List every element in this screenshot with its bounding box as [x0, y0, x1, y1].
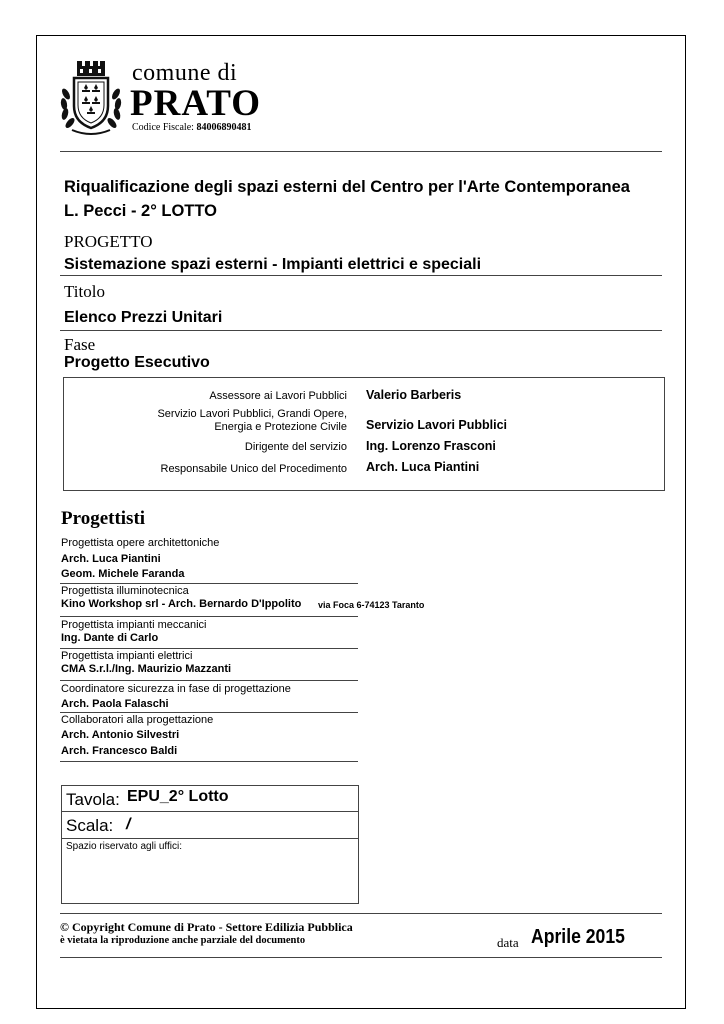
fase-value: Progetto Esecutivo — [64, 354, 210, 371]
reproduction-notice: è vietata la riproduzione anche parziale del documento — [60, 935, 306, 946]
group-role: Progettista impianti elettrici — [61, 650, 193, 662]
group-role: Progettista illuminotecnica — [61, 585, 189, 597]
codice-fiscale — [132, 122, 251, 133]
group-name: Ing. Dante di Carlo — [61, 632, 159, 644]
project-title-line1: Riqualificazione degli spazi esterni del Centro per l'Arte Contemporanea — [64, 178, 630, 196]
codice-fiscale-value: 84006890481 — [196, 122, 252, 133]
tavola-label: Tavola: — [66, 790, 120, 809]
rup-value: Arch. Luca Piantini — [366, 460, 480, 474]
tavola-box — [61, 785, 359, 904]
group-role: Coordinatore sicurezza in fase di progettazione — [61, 683, 291, 695]
tavola-value: EPU_2° Lotto — [127, 788, 229, 805]
group-name: CMA S.r.l./Ing. Maurizio Mazzanti — [61, 663, 232, 675]
group-name: Arch. Francesco Baldi — [61, 745, 178, 757]
servizio-value: Servizio Lavori Pubblici — [366, 418, 508, 432]
group-divider — [60, 583, 358, 584]
group-name: Arch. Luca Piantini — [61, 553, 161, 565]
prato-coat-of-arms-icon — [58, 60, 124, 138]
dirigente-label: Dirigente del servizio — [244, 441, 347, 453]
rup-label: Responsabile Unico del Procedimento — [160, 463, 347, 475]
dirigente-value: Ing. Lorenzo Frasconi — [366, 439, 496, 453]
group-name: Kino Workshop srl - Arch. Bernardo D'Ippolito — [61, 598, 302, 610]
footer-top-divider — [60, 913, 662, 914]
project-title-line2: L. Pecci - 2° LOTTO — [64, 202, 217, 220]
progettisti-heading: Progettisti — [61, 508, 146, 529]
date-value: Aprile 2015 — [531, 926, 625, 948]
group-role: Collaboratori alla progettazione — [61, 714, 214, 726]
scala-value: / — [126, 816, 131, 833]
tavola-row — [62, 786, 358, 812]
group-role: Progettista impianti meccanici — [61, 619, 207, 631]
group-name: Arch. Antonio Silvestri — [61, 729, 180, 741]
scala-label: Scala: — [66, 816, 114, 835]
group-name: Arch. Paola Falaschi — [61, 698, 169, 710]
servizio-label-line2: Energia e Protezione Civile — [214, 421, 347, 433]
titolo-value: Elenco Prezzi Unitari — [64, 309, 223, 326]
comune-label: comune di — [132, 60, 238, 86]
group-divider — [60, 712, 358, 713]
uffici-label: Spazio riservato agli uffici: — [66, 841, 182, 852]
assessore-value: Valerio Barberis — [366, 388, 462, 402]
header-divider — [60, 151, 662, 152]
group-name: Geom. Michele Faranda — [61, 568, 185, 580]
titolo-divider — [60, 330, 662, 331]
group-divider — [60, 616, 358, 617]
group-address: via Foca 6-74123 Taranto — [318, 600, 425, 610]
progetto-value: Sistemazione spazi esterni - Impianti elettrici e speciali — [64, 256, 482, 273]
assessore-label: Assessore ai Lavori Pubblici — [209, 390, 347, 402]
date-label: data — [497, 935, 519, 950]
group-divider — [60, 648, 358, 649]
group-role: Progettista opere architettoniche — [61, 537, 220, 549]
fase-label: Fase — [64, 335, 96, 354]
servizio-label-line1: Servizio Lavori Pubblici, Grandi Opere, — [157, 408, 347, 420]
scala-row — [62, 811, 358, 839]
codice-fiscale-label: Codice Fiscale: — [132, 122, 194, 133]
group-divider — [60, 761, 358, 762]
progetto-divider — [60, 275, 662, 276]
titolo-label: Titolo — [64, 282, 105, 301]
group-divider — [60, 680, 358, 681]
copyright-text: © Copyright Comune di Prato - Settore Edilizia Pubblica — [60, 920, 353, 934]
progetto-label: PROGETTO — [64, 232, 153, 251]
footer-bottom-divider — [60, 957, 662, 958]
city-name: PRATO — [130, 83, 262, 124]
